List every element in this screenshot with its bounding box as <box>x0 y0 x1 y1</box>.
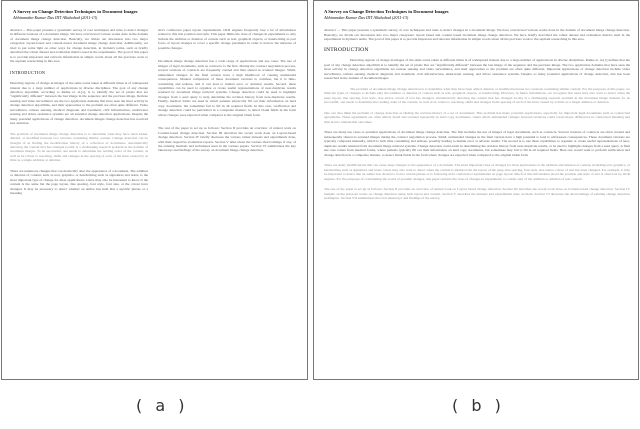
intro-paragraph-3: One can also think the problem of change detection as finding the revision history of a set of documents. This problem has many potential applications, especially for important legal documents such as contractual agreements. These agreements are often edited, faxed and scanned repeatedly on hard copy documents, where small, unintended changes between revisions could create major differences in contractual meaning and thus lead to undesirable outcomes. <box>324 110 630 124</box>
intro-paragraph-1: Detecting regions of change in images of the same scene taken at different times is of widespread interest due to a large number of applications in diverse disciplines. Radke et. al.[1] defines that the goal of any change detection algorithm is to identify the set of pixels that are “significantly different” between the last image of the sequence and the previous image. The two application domains that have seen the most activity in change detection algorithms are remote sensing and video surveillance, and their approaches to the problem are often quite different. Important applications of change detection include video surveillance, remote sensing, medical diagnosis and treatment, civil infrastructure, underwater sensing, and driver assistance systems. Despite so many potential applications of change detection, less has been researched in the domain of document images. <box>324 58 630 80</box>
caption-b: ( b ) <box>452 396 505 415</box>
paper-author: Abhinandan Kumar Das IIIT Allahabad (2011-13) <box>13 15 98 20</box>
intro-paragraph-5: There are many modifications that can cause large changes to the appearance of a document. The most important class of changes for most applications is the addition and deletion of content, including text, graphics, or handwriting such as signatures and notes. Users may also want to detect when the content is identical but the layout of the page, line spacing, font style, size and/or colour of text has been changed. For example, it may be important to detect that an author has chosen to bold a certain phrase or is following strict conference requirements on page layout. Much of this information about the position and style of text is often lost by OCR engines. For the purposes of constraining the world of possible changes, this paper restricts the class of changes in experiments to consist only of the addition or deletion of text content. <box>324 163 630 181</box>
section-heading-introduction: INTRODUCTION <box>324 46 369 53</box>
section-heading-introduction: INTRODUCTION <box>10 69 46 75</box>
paper-title: A Survey on Change Detection Techniques in Document Images <box>13 9 138 14</box>
body-paragraph-1: strict conference paper layout requirements. OCR engines frequently lose a lot of information related to this text position and style. This paper limits the class of changes in experiments to only include the addition or deletion of content such as text, graphical objects, or handwriting as part focus of layout changes to cover a specific change parameter in order to narrow the universe of possible changes. <box>158 28 296 50</box>
left-column <box>10 28 148 202</box>
document-page-a <box>1 0 308 380</box>
paper-title: A Survey on Change Detection Techniques in Document Images <box>324 9 449 14</box>
caption-a: ( a ) <box>136 396 189 415</box>
document-page-b <box>313 0 639 380</box>
intro-paragraph-2: The problem of document image change detection is to determine what may have been added, deleted, or modified between two versions containing similar content. For the purposes of this paper, we limit the types of changes to include only the addition or deletion of content such as text, graphical objects, or handwriting. However, in future installations, we recognize that users may also want to detect when the page layout, line spacing, font style, size and/or colour of text has changed. Automatically detecting the content that has changed locally is a challenging research problem in the document image domain. To be successful, one needs to determine the reading order of the content, as well as be robust to rescaling, shifts and changes in the spacing of each of the lines caused by as little as a single addition or deletion. <box>324 86 630 104</box>
intro-paragraph-2: The problem of document image change detection is to determine what may have been added, deleted, or modified between two versions containing similar content. Change detection can be thought of as finding the modification history of a collection of documents. Automatically detecting the content that has changed locally is a challenging research problem in the domain of document images. To be successful, one needs to determine the reading order of the content, as well as be robust to rescaling, shifts and changes in the spacing of each of the lines caused by as little as a single addition or deletion. <box>10 131 148 163</box>
body-paragraph-2: Document image change detection has a wide range of applications and use cases. The use of images of legal documents, such as contracts, is the first. During the contract negotiation process, several versions of contracts are frequently created and then shared as scanned images. Small, unintended changes in the final version have a high likelihood of causing unintended consequences. Manual comparison of these document versions is common, but it is time-consuming and tedious, and it can lead to human error or abandon results. Second, these capabilities can be used to organize or create useful representations of near-duplicate results returned by document image retrieval systems. Change detection could be used to highlight changes from a seed query to help determine the revision history from near-duplicate results. Finally, medical forms are used in which patients physically fill out their information on hard copy documents, but sometimes fail to fill in all required fields. In this case, verification and change detection could be performed in a composite manner, to detect blank fields in the form where changes were expected when compared to the original blank form. <box>158 59 296 117</box>
paper-author: Abhinandan Kumar Das IIIT Allahabad (2011-13) <box>324 15 409 20</box>
intro-paragraph-1: Detecting regions of change in images of the same scene taken at different times is of widespread interest due to a large number of applications in diverse disciplines. The goal of any change detection algorithm, according to Radke et. al.[1], is to identify the set of pixels that are “significantly different” between the last image in the sequence and the previous image. Remote sensing and video surveillance are the two application domains that have seen the most activity in change detection algorithms, and their approaches to the problem are often quite different. Video surveillance, remote sensing, medical diagnosis and treatment, civil infrastructure, underwater sensing and driver assistance systems are all essential change detection applications. Despite the many potential applications of change detection, document images change detection has received less attention. <box>10 81 148 126</box>
main-column <box>324 28 630 207</box>
right-column <box>158 28 296 159</box>
abstract: Abstract— This paper presents a systematic survey of core techniques and rules to detect changes in different versions of a document image. We have overviewed various works done in the domain of document image change detection. Basically, we divide our discussion into two major categories: layout-based and content-based document image change detection. Additionally, we tried to put some light on other ways for change detection, in layman's terms, such as briefly described the robust dataset and evaluation metrics used in the experiments. The goal of this paper is to provide important and relevant information in simple words about all the previous work to the aspirant researching in this area. <box>10 28 148 64</box>
body-paragraph-3: The rest of the paper is set up as follows: Section II provides an overview of related work on Content-based change detection. Section III describes the recent work done on Layout-based change detection. Section IV briefly discusses the various robust datasets and experiments done, with their respective evaluation reports. Section V talks about the various shortcomings, if any, of the existing methods and techniques used in the various papers. Section VI summarizes the key takeaways and findings of the survey on document image change detection. <box>158 126 296 153</box>
intro-paragraph-3: There are numerous changes that can drastically alter the appearance of a document. The addition or deletion of content, such as text, graphics, or handwriting such as signatures and notes, is the most important type of change for most applications. Users may also be interested to know if the content is the same but the page layout, line spacing, font style, font size, or the colour have changed. It may be necessary to detect whether an author has held that a specific phrase or a meaning <box>10 168 148 196</box>
abstract: Abstract — This paper presents a systematic survey of core techniques and rules to detect changes in a document image. We have overviewed various works done in the domain of document image change detection. Basically, we divide our discussion into two major categories: layout based and content based document image change detection. We have briefly described the robust dataset and evaluation metrics used in the experiments in layman's terms. The goal of this paper is to provide important and relevant information in simple words about all the previous work to the aspirant researching in this area. <box>324 28 630 41</box>
intro-paragraph-4: There are many use cases or potential applications of document image change detection. The first includes the use of images of legal documents, such as contracts. Several versions of contracts are often created and subsequently shared as scanned images during the contract negotiation process. Small, unintended changes in the final version have a high potential to lead to unforeseen consequences. These document versions are typically compared manually, which is both time consuming and tedious, possibly leading to human error or adverse results. The second is to use these capabilities to organize or create useful representations of near-duplicate results returned from document image retrieval systems. Change detection could assist in determining the revision history from near-duplicate results, or be used to highlight changes from a seed query. A final use case comes from medical forms, where patients typically fill out their information on hard copy documents, but sometimes may fail to fill in all required fields. Here one would want to perform verification and change detection in a composite manner, to detect blank fields in the form where changes are expected when compared to the original blank form. <box>324 130 630 157</box>
intro-paragraph-6: The rest of the paper is set up as follows: Section II provides an overview of related work on Layout based change detection. Section III describes the recent work done on Content-based change detection. Section IV insights on the previous works on change detection using both layout and content. Section V describes the datasets and experiments done on them. Section VI discusses the shortcomings of existing change detection techniques. Section VII summarizes the total takeaways and findings of the survey. <box>324 187 630 200</box>
